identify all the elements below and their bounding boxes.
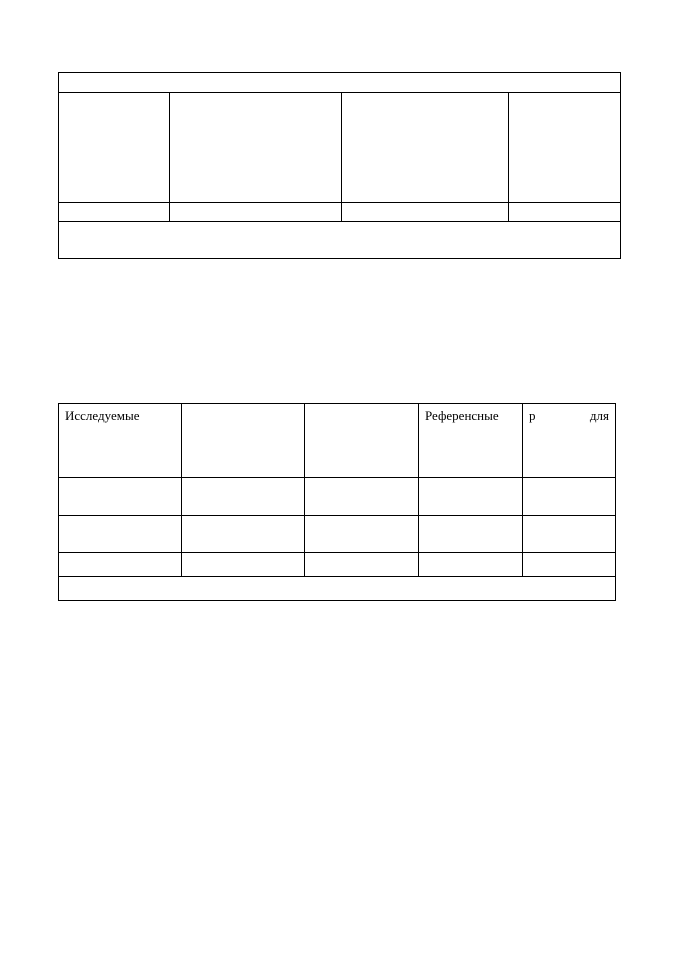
table-top-data-cell-2 xyxy=(170,203,342,222)
table-bottom-header-row xyxy=(59,404,616,478)
table-top-header-cell-1 xyxy=(59,93,170,203)
table-bottom-header-cell-3 xyxy=(305,404,419,478)
table-bottom-row2-cell-5 xyxy=(523,516,616,553)
table-bottom-row1-cell-4 xyxy=(419,478,523,516)
table-bottom-row1-cell-3 xyxy=(305,478,419,516)
table-top-header-row xyxy=(59,93,621,203)
table-bottom-row3-cell-4 xyxy=(419,553,523,577)
table-bottom-data-row-1 xyxy=(59,478,616,516)
table-top-title-cell xyxy=(59,73,621,93)
table-bottom-header-cell-4 xyxy=(419,404,523,478)
table-top-data-cell-1 xyxy=(59,203,170,222)
table-bottom-row2-cell-3 xyxy=(305,516,419,553)
form-table-bottom xyxy=(58,403,616,601)
header-for-word: для xyxy=(589,408,609,423)
table-top-header-cell-2 xyxy=(170,93,342,203)
table-top-note-row xyxy=(59,222,621,259)
table-bottom-row1-cell-1 xyxy=(59,478,182,516)
form-table-top xyxy=(58,72,621,259)
table-bottom-row3-cell-1 xyxy=(59,553,182,577)
table-top-header-cell-3 xyxy=(342,93,509,203)
table-bottom-row3-cell-5 xyxy=(523,553,616,577)
table-top-data-cell-4 xyxy=(509,203,621,222)
table-bottom-data-row-2 xyxy=(59,516,616,553)
table-bottom-header-cell-1 xyxy=(59,404,182,478)
table-bottom-note-row xyxy=(59,577,616,601)
table-top-note-cell xyxy=(59,222,621,259)
table-top-title-row xyxy=(59,73,621,93)
table-bottom-row2-cell-2 xyxy=(182,516,305,553)
table-bottom-note-cell xyxy=(59,577,616,601)
table-bottom-row3-cell-2 xyxy=(182,553,305,577)
table-bottom-row3-cell-3 xyxy=(305,553,419,577)
table-bottom-row1-cell-5 xyxy=(523,478,616,516)
table-bottom-row2-cell-4 xyxy=(419,516,523,553)
table-top-data-row xyxy=(59,203,621,222)
table-bottom-row2-cell-1 xyxy=(59,516,182,553)
table-bottom-row1-cell-2 xyxy=(182,478,305,516)
header-p-value-label xyxy=(523,404,615,424)
table-top-data-cell-3 xyxy=(342,203,509,222)
header-reference-label: Референсные xyxy=(425,408,499,423)
table-bottom-header-cell-5 xyxy=(523,404,616,478)
table-bottom-data-row-3 xyxy=(59,553,616,577)
header-p-symbol: р xyxy=(529,408,536,423)
table-bottom-header-cell-2 xyxy=(182,404,305,478)
header-studied-label: Исследуемые xyxy=(65,408,140,423)
table-top-header-cell-4 xyxy=(509,93,621,203)
